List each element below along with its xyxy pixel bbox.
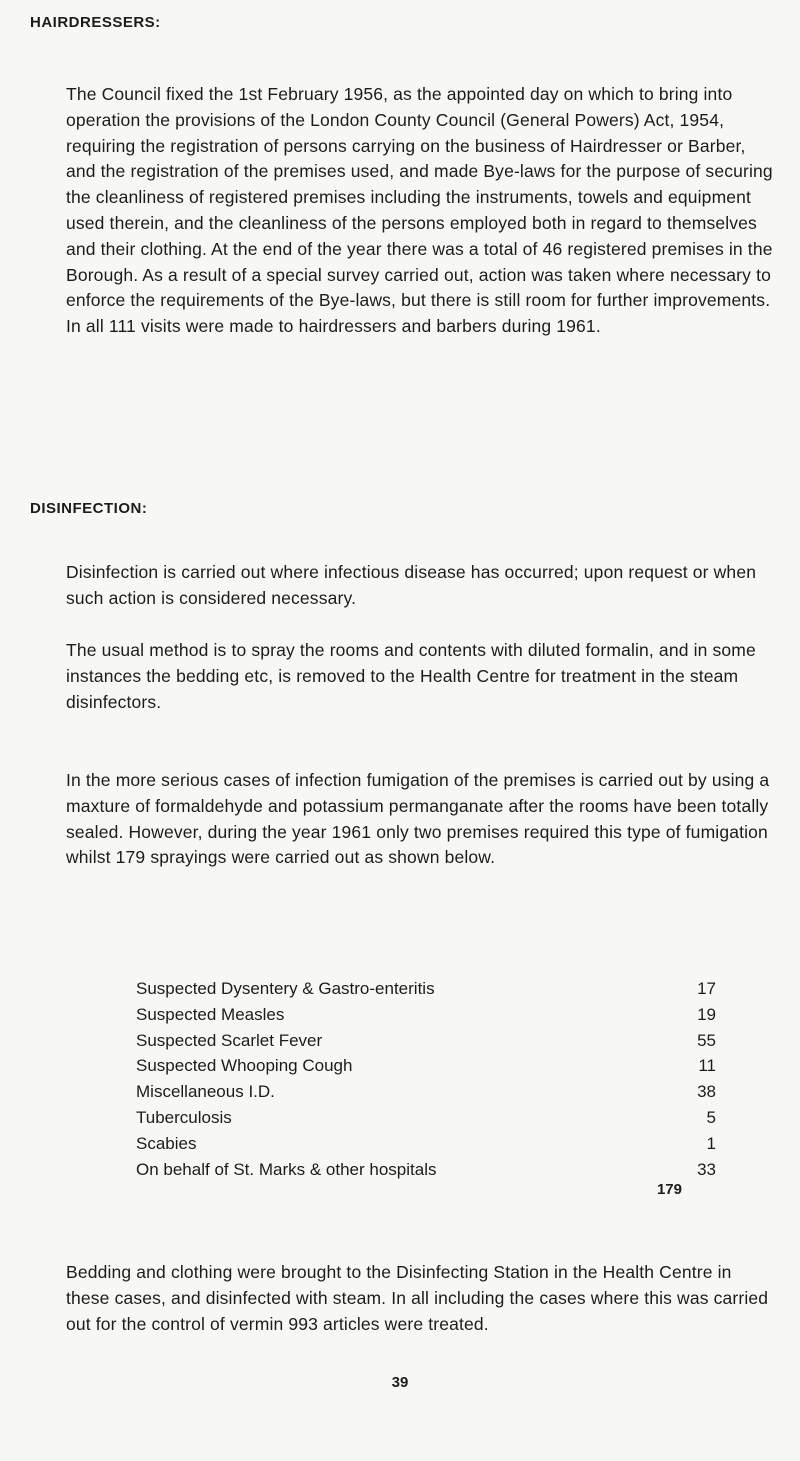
table-row <box>136 1131 716 1157</box>
page-number: 39 <box>391 1374 409 1391</box>
row-label: On behalf of St. Marks & other hospitals <box>136 1159 437 1179</box>
table-row <box>136 1002 716 1028</box>
row-label: Scabies <box>136 1133 197 1153</box>
row-label: Suspected Dysentery & Gastro-enteritis <box>136 979 435 998</box>
table-row <box>136 1028 716 1054</box>
hairdressers-paragraph: The Council fixed the 1st February 1956, as the appointed day on which to bring into operation the provisions of the London County Council (General Powers) Act, 1954, requiring the registration of persons carrying on the business of Hairdresser or Barber, and the registration of the premises used, and made Bye-laws for the purpose of securing the cleanliness of registered premises including the instruments, towels and equipment used therein, and the cleanliness of the persons employed both in regard to themselves and their clothing. At the end of the year there was a total of 46 registered premises in the Borough. As a result of a special survey carried out, action was taken where necessary to enforce the requirements of the Bye-laws, but there is still room for further improvements. In all 111 visits were made to hairdressers and barbers during 1961. <box>66 84 773 337</box>
table-row <box>136 1079 716 1105</box>
hairdressers-heading: HAIRDRESSERS: <box>30 14 161 31</box>
table-row <box>136 1157 716 1183</box>
sprayings-total: 179 <box>656 1181 682 1198</box>
row-value: 33 <box>697 1159 716 1179</box>
disinfection-paragraph-3: In the more serious cases of infection fumigation of the premises is carried out by using a maxture of formaldehyde and potassium permanganate after the rooms have been totally sealed. However, during the year 1961 only two premises required this type of fumigation whilst 179 sprayings were carried out as shown below. <box>66 770 770 868</box>
table-row <box>136 1105 716 1131</box>
disinfection-paragraph-2: The usual method is to spray the rooms and contents with diluted formalin, and in some instances the bedding etc, is removed to the Health Centre for treatment in the steam disinfectors. <box>66 640 756 712</box>
row-label: Miscellaneous I.D. <box>136 1082 275 1102</box>
disinfection-heading: DISINFECTION: <box>30 500 148 517</box>
row-value: 5 <box>706 1107 716 1127</box>
row-value: 19 <box>697 1004 716 1024</box>
row-value: 38 <box>697 1082 716 1102</box>
disinfection-paragraph-1: Disinfection is carried out where infectious disease has occurred; upon request or when such action is considered necessary. <box>66 562 757 608</box>
row-value: 17 <box>697 979 716 998</box>
table-row <box>136 976 716 1002</box>
row-label: Suspected Whooping Cough <box>136 1056 353 1076</box>
table-row <box>136 1053 716 1079</box>
sprayings-table <box>136 976 716 1182</box>
row-label: Suspected Scarlet Fever <box>136 1030 323 1050</box>
row-value: 1 <box>706 1133 716 1153</box>
row-label: Tuberculosis <box>136 1107 232 1127</box>
row-value: 11 <box>698 1056 716 1076</box>
row-value: 55 <box>697 1030 716 1050</box>
row-label: Suspected Measles <box>136 1004 285 1024</box>
closing-paragraph: Bedding and clothing were brought to the Disinfecting Station in the Health Centre in these cases, and disinfected with steam. In all including the cases where this was carried out for the control of vermin 993 articles were treated. <box>66 1262 769 1334</box>
